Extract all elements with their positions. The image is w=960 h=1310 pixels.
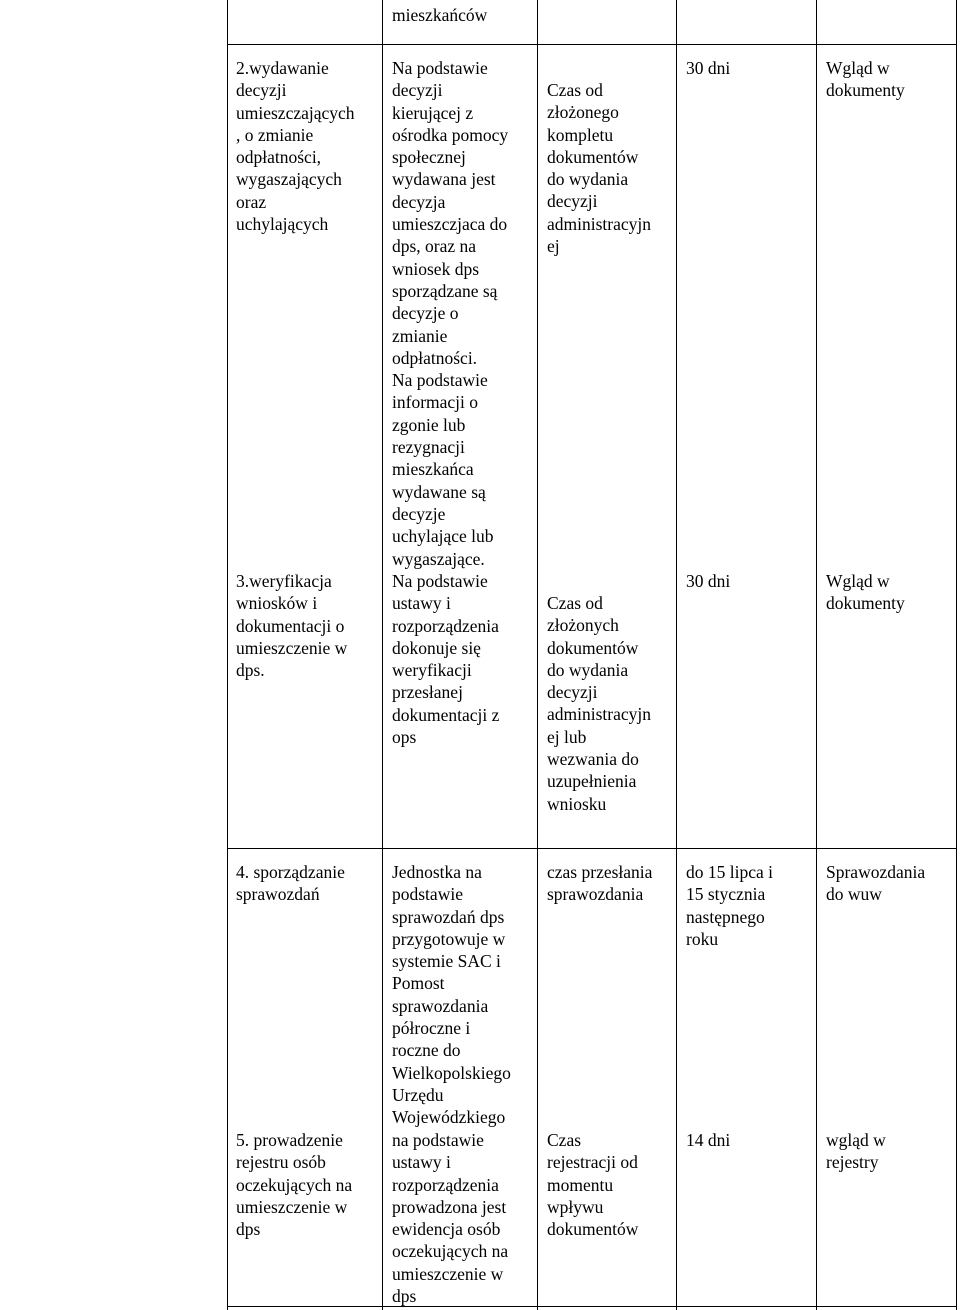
row0-col2-text: mieszkańców <box>392 5 488 25</box>
row3-activity: 4. sporządzanie sprawozdań <box>236 862 345 905</box>
border-left <box>227 0 228 1310</box>
row1-description: Na podstawie decyzji kierującej z ośrodka pomocy społecznej wydawana jest decyzja umieszczjaca do dps, oraz na wniosek dps sporządzane są decyzje o zmianie odpłatności. Na podstawie informacji o zgonie lub rezygnacji mieszkańca wydawane są decyzje uchylające lub wygaszające. <box>392 58 509 569</box>
row2-time-basis: Czas od złożonych dokumentów do wydania decyzji administracyjn ej lub wezwania do uzupełnienia wniosku <box>547 593 652 814</box>
row4-time-basis: Czas rejestracji od momentu wpływu dokumentów <box>547 1130 639 1240</box>
border-bottom <box>227 1306 957 1307</box>
column-divider-4 <box>816 0 817 1310</box>
row-divider-1 <box>227 44 957 45</box>
row3-deadline: do 15 lipca i 15 stycznia następnego roku <box>686 862 773 949</box>
row4-activity: 5. prowadzenie rejestru osób oczekujących na umieszczenie w dps <box>236 1130 353 1240</box>
row1-deadline: 30 dni <box>686 58 731 78</box>
row2-description: Na podstawie ustawy i rozporządzenia dokonuje się weryfikacji przesłanej dokumentacji z ops <box>392 571 500 748</box>
row1-time-basis: Czas od złożonego kompletu dokumentów do wydania decyzji administracyjn ej <box>547 80 652 257</box>
row3-description: Jednostka na podstawie sprawozdań dps przygotowuje w systemie SAC i Pomost sprawozdania półroczne i roczne do Wielkopolskiego Urzędu Wojewódzkiego <box>392 862 511 1128</box>
row-divider-2 <box>227 848 957 849</box>
row1-control: Wgląd w dokumenty <box>826 58 905 101</box>
row2-activity: 3.weryfikacja wniosków i dokumentacji o umieszczenie w dps. <box>236 571 348 681</box>
row4-control: wgląd w rejestry <box>826 1130 886 1173</box>
row4-deadline: 14 dni <box>686 1130 731 1150</box>
row3-time-basis: czas przesłania sprawozdania <box>547 862 653 905</box>
row2-deadline: 30 dni <box>686 571 731 591</box>
column-divider-2 <box>537 0 538 1310</box>
border-right <box>956 0 957 1310</box>
row2-control: Wgląd w dokumenty <box>826 571 905 614</box>
row1-activity: 2.wydawanie decyzji umieszczających , o zmianie odpłatności, wygaszających oraz uchylających <box>236 58 355 235</box>
column-divider-3 <box>676 0 677 1310</box>
row4-description: na podstawie ustawy i rozporządzenia prowadzona jest ewidencja osób oczekujących na umieszczenie w dps <box>392 1130 509 1307</box>
row3-control: Sprawozdania do wuw <box>826 862 926 905</box>
column-divider-1 <box>382 0 383 1310</box>
